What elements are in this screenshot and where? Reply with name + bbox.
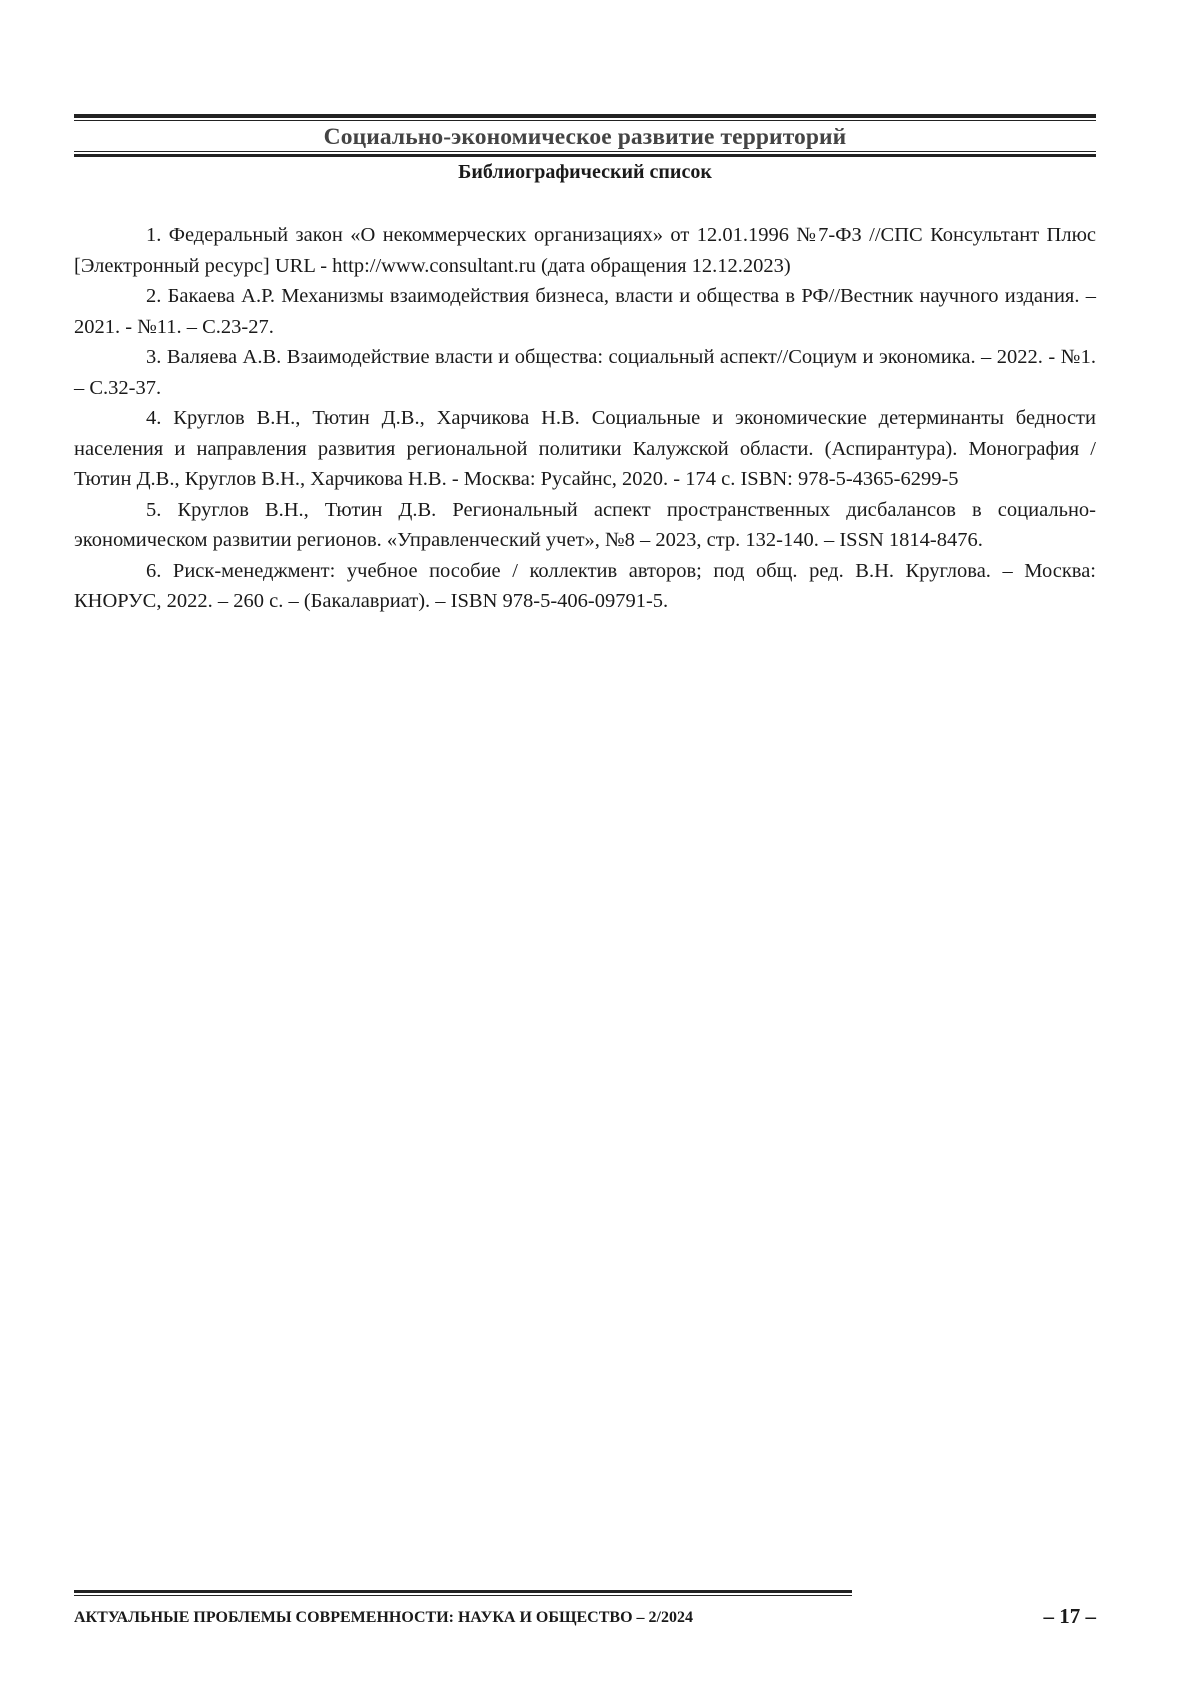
page-footer (74, 1590, 1096, 1630)
reference-item-5: 5. Круглов В.Н., Тютин Д.В. Региональный аспект пространственных дисбалансов в социально-экономическом развитии регионов. «Управленческий учет», №8 – 2023, стр. 132-140. – ISSN 1814-8476. (74, 498, 1096, 551)
header-bottom-rule-thin (74, 151, 1096, 152)
reference-item-3: 3. Валяева А.В. Взаимодействие власти и общества: социальный аспект//Социум и экономика. – 2022. - №1. – С.32-37. (74, 346, 1096, 399)
bibliography-title: Библиографический список (458, 161, 712, 183)
bibliography-list (74, 220, 1096, 617)
footer-rule-thick (74, 1590, 852, 1593)
header-top-rule-thin (74, 120, 1096, 121)
journal-title: АКТУАЛЬНЫЕ ПРОБЛЕМЫ СОВРЕМЕННОСТИ: НАУКА И ОБЩЕСТВО – 2/2024 (74, 1609, 693, 1626)
footer-rules (74, 1590, 852, 1596)
header-bottom-rule-thick (74, 154, 1096, 157)
reference-item-2: 2. Бакаева А.Р. Механизмы взаимодействия бизнеса, власти и общества в РФ//Вестник научного издания. – 2021. - №11. – С.23-27. (74, 285, 1096, 338)
page-number: – 17 – (1043, 1604, 1096, 1628)
running-header (74, 114, 1096, 157)
reference-item-6: 6. Риск-менеджмент: учебное пособие / коллектив авторов; под общ. ред. В.Н. Круглова. – Москва: КНОРУС, 2022. – 260 с. – (Бакалавриат). – ISBN 978-5-406-09791-5. (74, 559, 1096, 612)
footer-rule-thin (74, 1595, 852, 1596)
header-top-rule-thick (74, 114, 1096, 118)
running-header-title: Социально-экономическое развитие территорий (323, 124, 847, 150)
reference-item-1: 1. Федеральный закон «О некоммерческих организациях» от 12.01.1996 №7-ФЗ //СПС Консультант Плюс [Электронный ресурс] URL - http://www.consultant.ru (дата обращения 12.12.2023) (74, 224, 1096, 277)
reference-item-4: 4. Круглов В.Н., Тютин Д.В., Харчикова Н.В. Социальные и экономические детерминанты бедности населения и направления развития региональной политики Калужской области. (Аспирантура). Монография / Тютин Д.В., Круглов В.Н., Харчикова Н.В. - Москва: Русайнс, 2020. - 174 с. ISBN: 978-5-4365-6299-5 (74, 407, 1096, 490)
